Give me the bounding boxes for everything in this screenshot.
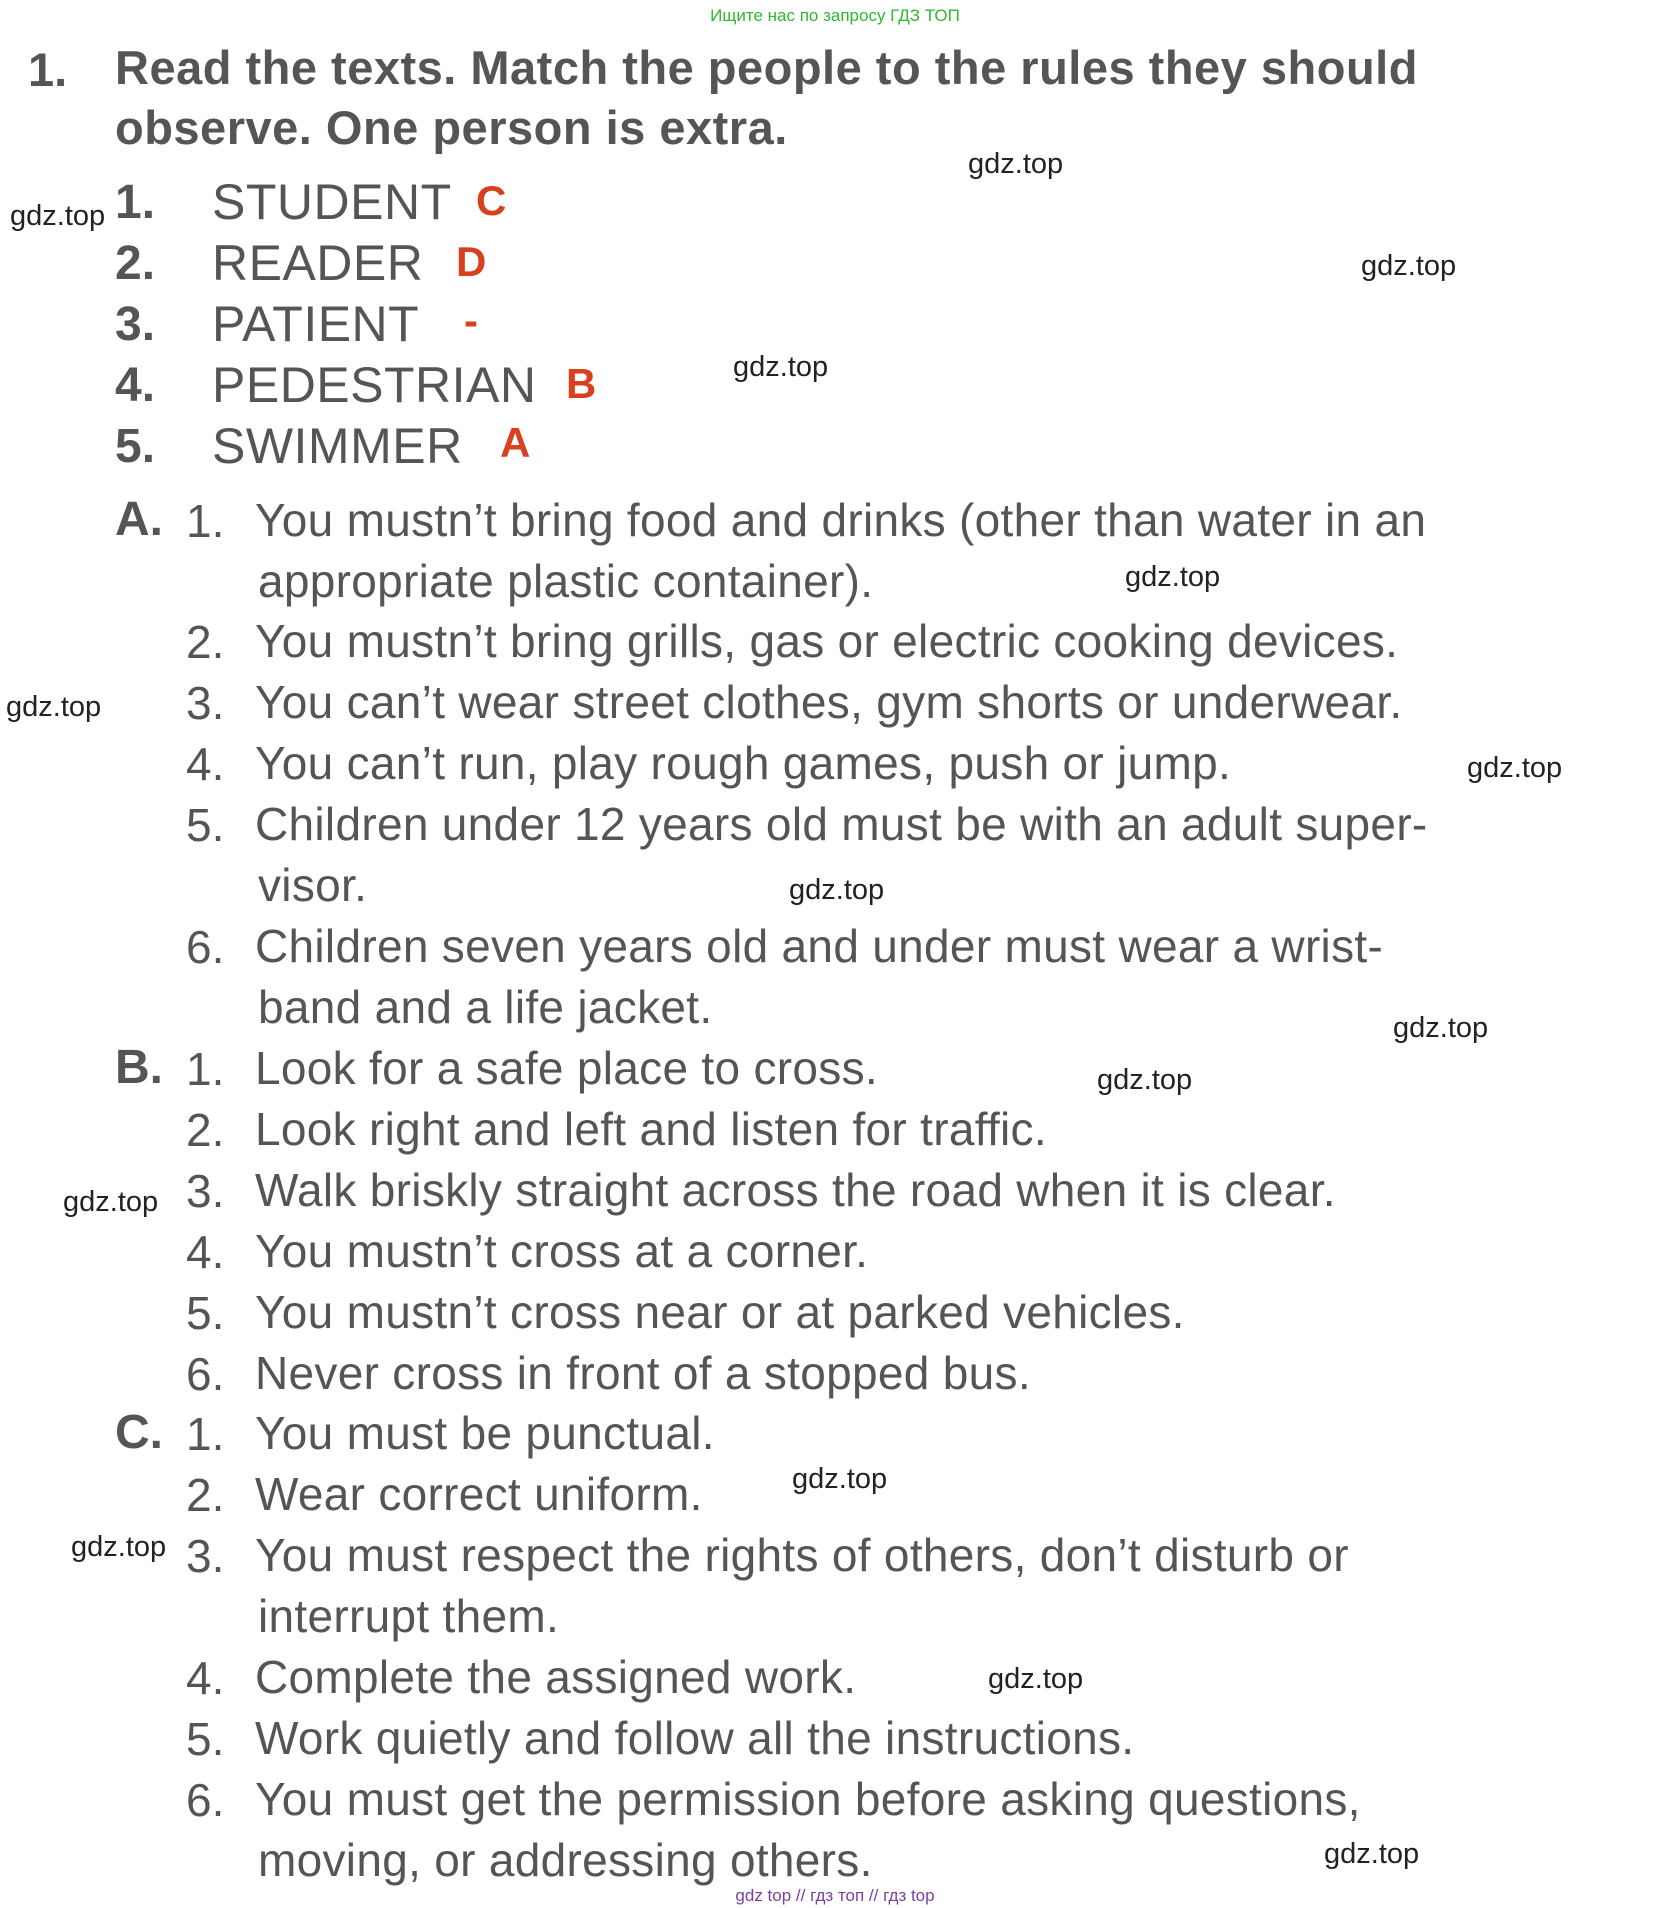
rule-number: 6. [186,1774,225,1826]
rule-number: 1. [186,1043,225,1095]
rule-number: 5. [186,799,225,851]
watermark: gdz.top [71,1531,167,1563]
exercise-number: 1. [28,43,68,96]
rule-number: 2. [186,1104,225,1156]
rule-number: 3. [186,677,225,729]
rule-number: 3. [186,1530,225,1582]
rule-text-continued: band and a life jacket. [258,981,713,1033]
top-banner[interactable]: Ищите нас по запросу ГДЗ ТОП [710,6,960,25]
rule-text: Children seven years old and under must wear a wrist- [255,920,1384,972]
watermark: gdz.top [63,1186,159,1218]
rule-number: 1. [186,1408,225,1460]
watermark: gdz.top [789,874,885,906]
person-number: 2. [115,237,156,290]
watermark: gdz.top [1393,1012,1489,1044]
rule-number: 3. [186,1165,225,1217]
rule-number: 4. [186,738,225,790]
watermark: gdz.top [968,148,1064,180]
person-name: READER [212,235,424,291]
exercise-instruction-line-1: Read the texts. Match the people to the rules they should [115,41,1418,94]
rule-text: You mustn’t bring food and drinks (other than water in an [255,494,1427,546]
rule-text-continued: moving, or addressing others. [258,1834,873,1886]
rule-number: 2. [186,1469,225,1521]
watermark: gdz.top [1097,1064,1193,1096]
rule-text: You must get the permission before asking questions, [255,1773,1361,1825]
watermark: gdz.top [1324,1838,1420,1870]
rule-text: Work quietly and follow all the instructions. [255,1712,1135,1764]
rule-text: Complete the assigned work. [255,1651,857,1703]
rule-text: Look right and left and listen for traffic. [255,1103,1047,1155]
rule-number: 2. [186,616,225,668]
watermark: gdz.top [6,691,102,723]
person-name: STUDENT [212,174,452,230]
rule-text-continued: interrupt them. [258,1590,560,1642]
person-name: PEDESTRIAN [212,357,537,413]
person-name: PATIENT [212,296,420,352]
person-answer: - [464,297,478,344]
watermark: gdz.top [1361,250,1457,282]
rule-number: 5. [186,1713,225,1765]
rule-number: 1. [186,495,225,547]
section-letter: C. [115,1406,163,1459]
rule-text-continued: visor. [258,859,368,911]
rule-text: You must respect the rights of others, don’t disturb or [255,1529,1349,1581]
person-number: 4. [115,359,156,412]
watermark: gdz.top [792,1463,888,1495]
rule-number: 4. [186,1226,225,1278]
person-number: 3. [115,298,156,351]
person-answer: D [456,238,487,285]
person-answer: A [500,419,531,466]
exercise-instruction-line-2: observe. One person is extra. [115,101,788,154]
rule-number: 6. [186,1348,225,1400]
rule-text: You mustn’t cross near or at parked vehicles. [255,1286,1185,1338]
watermark: gdz.top [1467,752,1563,784]
person-answer: B [566,360,597,407]
rule-text: You must be punctual. [255,1407,715,1459]
rule-text: You mustn’t cross at a corner. [255,1225,869,1277]
rule-number: 4. [186,1652,225,1704]
bottom-banner[interactable]: gdz top // гдз топ // гдз top [735,1886,935,1905]
rule-text-continued: appropriate plastic container). [258,555,874,607]
rule-text: Walk briskly straight across the road when it is clear. [255,1164,1336,1216]
person-number: 5. [115,420,156,473]
rule-text: Never cross in front of a stopped bus. [255,1347,1031,1399]
rule-text: Wear correct uniform. [255,1468,703,1520]
rule-text: Look for a safe place to cross. [255,1042,878,1094]
watermark: gdz.top [988,1663,1084,1695]
section-letter: A. [115,493,163,546]
section-letter: B. [115,1041,163,1094]
rule-text: Children under 12 years old must be with an adult super- [255,798,1428,850]
rule-text: You can’t run, play rough games, push or jump. [255,737,1232,789]
watermark: gdz.top [1125,561,1221,593]
watermark: gdz.top [733,351,829,383]
person-answer: C [476,177,507,224]
rule-text: You mustn’t bring grills, gas or electric cooking devices. [255,615,1399,667]
person-number: 1. [115,176,156,229]
rule-text: You can’t wear street clothes, gym shorts or underwear. [255,676,1403,728]
watermark: gdz.top [10,200,106,232]
rule-number: 6. [186,921,225,973]
person-name: SWIMMER [212,418,463,474]
rule-number: 5. [186,1287,225,1339]
